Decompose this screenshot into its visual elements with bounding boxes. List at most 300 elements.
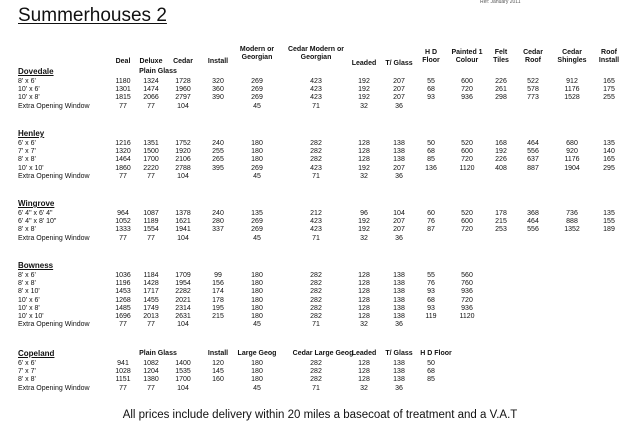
cell-cedar-modern: 71: [312, 234, 320, 242]
cell-cedar-roof: 368: [527, 210, 539, 217]
cell-shingles: 888: [566, 218, 578, 226]
cell-hd-floor: 55: [427, 272, 435, 279]
cell-deal: 77: [119, 172, 127, 180]
copeland-leaded: Leaded: [351, 350, 377, 357]
cell-deluxe: 1717: [143, 288, 159, 296]
cell-felt: 168: [495, 140, 507, 147]
cell-cedar-modern: 282: [310, 296, 322, 304]
cell-tglass: 36: [395, 172, 403, 180]
section-title: Henley: [18, 129, 45, 138]
cell-tglass: 207: [393, 226, 405, 234]
cell-painted: 720: [461, 296, 473, 304]
cell-painted: 520: [461, 140, 473, 147]
cell-felt: 226: [495, 156, 507, 164]
cell-install: 337: [212, 226, 224, 234]
cell-cedar: 1954: [175, 280, 191, 288]
cell-hd-floor: 85: [427, 376, 435, 384]
cell-deluxe: 1700: [143, 156, 159, 164]
cell-modern: 45: [253, 172, 261, 180]
cell-felt: 408: [495, 164, 507, 172]
cell-tglass: 138: [393, 272, 405, 279]
section-title: Copeland: [18, 349, 55, 358]
cell-cedar: 104: [177, 172, 189, 180]
cell-roof-install: 165: [603, 78, 615, 85]
cell-hd-floor: 50: [427, 360, 435, 367]
cell-cedar: 104: [177, 321, 189, 329]
cell-install: 265: [212, 156, 224, 164]
cell-modern: 180: [251, 140, 263, 147]
cell-painted: 600: [461, 218, 473, 226]
cell-deal: 77: [119, 321, 127, 329]
cell-tglass: 138: [393, 304, 405, 312]
cell-deal: 1333: [115, 226, 131, 234]
cell-roof-install: 165: [603, 156, 615, 164]
cell-cedar-modern: 282: [310, 313, 322, 320]
cell-shingles: 1528: [564, 94, 580, 102]
cell-install: 240: [212, 210, 224, 217]
cell-painted: 560: [461, 272, 473, 279]
header-cedar-shingles: Cedar Shingles: [557, 49, 587, 65]
row-label: Extra Opening Window: [18, 234, 90, 242]
cell-deluxe: 1500: [143, 148, 159, 156]
cell-install: 156: [212, 280, 224, 288]
cell-tglass: 138: [393, 313, 405, 320]
cell-hd-floor: 68: [427, 148, 435, 156]
cell-leaded: 192: [358, 218, 370, 226]
cell-cedar-modern: 71: [312, 102, 320, 110]
cell-painted: 720: [461, 226, 473, 234]
cell-cedar: 1709: [175, 272, 191, 279]
cell-tglass: 138: [393, 148, 405, 156]
cell-cedar: 1535: [175, 368, 191, 376]
copeland-t-glass: T/ Glass: [385, 350, 413, 357]
cell-modern: 180: [251, 296, 263, 304]
cell-install: 320: [212, 78, 224, 85]
row-label: 8' x 6': [18, 78, 36, 85]
cell-cedar-modern: 282: [310, 376, 322, 384]
cell-modern: 180: [251, 376, 263, 384]
cell-leaded: 192: [358, 78, 370, 85]
cell-deluxe: 2220: [143, 164, 159, 172]
cell-cedar-modern: 282: [310, 304, 322, 312]
cell-cedar-modern: 71: [312, 172, 320, 180]
cell-leaded: 128: [358, 376, 370, 384]
cell-hd-floor: 119: [425, 313, 437, 320]
cell-roof-install: 135: [603, 140, 615, 147]
cell-cedar-modern: 423: [310, 94, 322, 102]
cell-modern: 135: [251, 210, 263, 217]
cell-roof-install: 189: [603, 226, 615, 234]
cell-painted: 936: [461, 94, 473, 102]
cell-cedar: 1378: [175, 210, 191, 217]
cell-install: 240: [212, 140, 224, 147]
copeland-plain-glass: Plain Glass: [139, 350, 177, 357]
cell-install: 178: [212, 296, 224, 304]
cell-tglass: 36: [395, 102, 403, 110]
row-label: Extra Opening Window: [18, 321, 90, 329]
cell-install: 99: [214, 272, 222, 279]
cell-install: 120: [212, 360, 224, 367]
cell-painted: 720: [461, 156, 473, 164]
cell-modern: 269: [251, 78, 263, 85]
cell-deluxe: 1184: [143, 272, 159, 279]
cell-modern: 45: [253, 384, 261, 392]
cell-deluxe: 1082: [143, 360, 159, 367]
cell-tglass: 207: [393, 86, 405, 94]
cell-cedar: 2282: [175, 288, 191, 296]
cell-deluxe: 1351: [143, 140, 159, 147]
cell-leaded: 128: [358, 280, 370, 288]
cell-deluxe: 2066: [143, 94, 159, 102]
cell-modern: 45: [253, 321, 261, 329]
cell-deal: 1196: [115, 280, 131, 288]
cell-roof-install: 255: [603, 94, 615, 102]
cell-cedar: 104: [177, 384, 189, 392]
cell-leaded: 32: [360, 384, 368, 392]
cell-deal: 1320: [115, 148, 131, 156]
cell-shingles: 1176: [564, 86, 580, 94]
cell-modern: 180: [251, 288, 263, 296]
cell-leaded: 128: [358, 148, 370, 156]
cell-deal: 77: [119, 384, 127, 392]
cell-hd-floor: 93: [427, 288, 435, 296]
cell-cedar: 104: [177, 234, 189, 242]
cell-tglass: 207: [393, 78, 405, 85]
cell-deluxe: 1749: [143, 304, 159, 312]
cell-tglass: 138: [393, 288, 405, 296]
cell-shingles: 920: [566, 148, 578, 156]
cell-cedar-modern: 423: [310, 218, 322, 226]
cell-modern: 45: [253, 102, 261, 110]
cell-cedar: 2797: [175, 94, 191, 102]
cell-tglass: 104: [393, 210, 405, 217]
header-plain-glass: Plain Glass: [139, 68, 177, 75]
cell-modern: 180: [251, 280, 263, 288]
cell-shingles: 1352: [564, 226, 580, 234]
cell-tglass: 138: [393, 156, 405, 164]
cell-cedar-roof: 773: [527, 94, 539, 102]
cell-cedar-modern: 71: [312, 384, 320, 392]
header-hd-floor: H D Floor: [422, 49, 440, 65]
cell-modern: 45: [253, 234, 261, 242]
cell-painted: 720: [461, 86, 473, 94]
cell-painted: 760: [461, 280, 473, 288]
row-label: 8' x 8': [18, 280, 36, 288]
cell-leaded: 128: [358, 296, 370, 304]
cell-painted: 936: [461, 304, 473, 312]
cell-deluxe: 1324: [143, 78, 159, 85]
cell-tglass: 36: [395, 234, 403, 242]
cell-deal: 77: [119, 234, 127, 242]
cell-tglass: 138: [393, 280, 405, 288]
cell-tglass: 207: [393, 94, 405, 102]
cell-painted: 600: [461, 78, 473, 85]
page-title: Summerhouses 2: [18, 5, 167, 26]
cell-tglass: 138: [393, 296, 405, 304]
cell-cedar-modern: 423: [310, 164, 322, 172]
cell-leaded: 96: [360, 210, 368, 217]
footer-note: All prices include delivery within 20 miles a basecoat of treatment and a V.A.T: [122, 409, 518, 421]
row-label: Extra Opening Window: [18, 102, 90, 110]
cell-roof-install: 135: [603, 210, 615, 217]
cell-deluxe: 1380: [143, 376, 159, 384]
copeland-hd-floor: H D Floor: [420, 350, 452, 357]
cell-tglass: 36: [395, 321, 403, 329]
cell-hd-floor: 60: [427, 210, 435, 217]
cell-deluxe: 77: [147, 384, 155, 392]
cell-deal: 1815: [115, 94, 131, 102]
cell-cedar: 2631: [175, 313, 191, 320]
cell-install: 160: [212, 376, 224, 384]
cell-deal: 77: [119, 102, 127, 110]
row-label: 7' x 7': [18, 368, 36, 376]
cell-hd-floor: 93: [427, 304, 435, 312]
cell-deal: 1216: [115, 140, 131, 147]
row-label: 8' x 6': [18, 272, 36, 279]
cell-deal: 1052: [115, 218, 131, 226]
header-roof-install: Roof Install: [598, 49, 620, 65]
header-deluxe: Deluxe: [139, 58, 163, 65]
cell-cedar-roof: 556: [527, 226, 539, 234]
cell-install: 395: [212, 164, 224, 172]
cell-leaded: 192: [358, 86, 370, 94]
cell-cedar-modern: 212: [310, 210, 322, 217]
cell-tglass: 207: [393, 164, 405, 172]
cell-deal: 1028: [115, 368, 131, 376]
cell-cedar: 1728: [175, 78, 191, 85]
cell-hd-floor: 50: [427, 140, 435, 147]
cell-cedar: 2788: [175, 164, 191, 172]
section-title: Dovedale: [18, 67, 54, 76]
top-note: Ref: January 2011: [480, 0, 521, 5]
cell-modern: 180: [251, 156, 263, 164]
cell-felt: 261: [495, 86, 507, 94]
cell-deal: 1036: [115, 272, 131, 279]
cell-felt: 253: [495, 226, 507, 234]
cell-hd-floor: 76: [427, 280, 435, 288]
cell-deluxe: 1455: [143, 296, 159, 304]
cell-deal: 964: [117, 210, 129, 217]
row-label: 8' x 8': [18, 226, 36, 234]
cell-tglass: 36: [395, 384, 403, 392]
copeland-install: Install: [207, 350, 229, 357]
cell-roof-install: 140: [603, 148, 615, 156]
cell-cedar-modern: 282: [310, 272, 322, 279]
row-label: 6' 4" x 6' 4": [18, 210, 53, 217]
cell-roof-install: 175: [603, 86, 615, 94]
cell-leaded: 32: [360, 234, 368, 242]
cell-cedar-modern: 282: [310, 280, 322, 288]
cell-painted: 520: [461, 210, 473, 217]
cell-cedar: 2106: [175, 156, 191, 164]
cell-tglass: 138: [393, 140, 405, 147]
cell-cedar-modern: 423: [310, 78, 322, 85]
header-painted-1-colour: Painted 1 Colour: [451, 49, 483, 65]
cell-install: 145: [212, 368, 224, 376]
cell-cedar: 1700: [175, 376, 191, 384]
cell-hd-floor: 93: [427, 94, 435, 102]
cell-deal: 1151: [115, 376, 131, 384]
header-cedar-modern-or-georgian: Cedar Modern or Georgian: [287, 46, 344, 62]
cell-cedar: 1752: [175, 140, 191, 147]
cell-felt: 178: [495, 210, 507, 217]
copeland-large-geog: Large Geog: [237, 350, 277, 357]
cell-cedar-modern: 282: [310, 368, 322, 376]
cell-cedar-roof: 637: [527, 156, 539, 164]
cell-felt: 192: [495, 148, 507, 156]
cell-leaded: 192: [358, 164, 370, 172]
cell-leaded: 192: [358, 94, 370, 102]
cell-deluxe: 1554: [143, 226, 159, 234]
row-label: 8' x 8': [18, 376, 36, 384]
cell-cedar-roof: 556: [527, 148, 539, 156]
cell-deluxe: 77: [147, 234, 155, 242]
cell-hd-floor: 85: [427, 156, 435, 164]
header-install: Install: [207, 58, 229, 65]
cell-tglass: 138: [393, 368, 405, 376]
cell-hd-floor: 68: [427, 296, 435, 304]
cell-leaded: 128: [358, 156, 370, 164]
cell-cedar: 1400: [175, 360, 191, 367]
cell-hd-floor: 55: [427, 78, 435, 85]
header-t-glass: T/ Glass: [385, 60, 413, 67]
cell-deluxe: 1474: [143, 86, 159, 94]
cell-cedar-modern: 71: [312, 321, 320, 329]
row-label: 8' x 8': [18, 156, 36, 164]
cell-cedar: 2021: [175, 296, 191, 304]
cell-install: 280: [212, 218, 224, 226]
cell-shingles: 912: [566, 78, 578, 85]
cell-deluxe: 77: [147, 102, 155, 110]
cell-hd-floor: 76: [427, 218, 435, 226]
cell-install: 195: [212, 304, 224, 312]
cell-felt: 215: [495, 218, 507, 226]
cell-modern: 180: [251, 368, 263, 376]
cell-roof-install: 295: [603, 164, 615, 172]
cell-cedar: 1960: [175, 86, 191, 94]
header-cedar-roof: Cedar Roof: [523, 49, 543, 65]
section-title: Bowness: [18, 261, 54, 270]
header-deal: Deal: [115, 58, 131, 65]
cell-deal: 1453: [115, 288, 131, 296]
row-label: 10' x 8': [18, 304, 40, 312]
cell-cedar: 1621: [175, 218, 191, 226]
cell-cedar-modern: 282: [310, 288, 322, 296]
row-label: 10' x 10': [18, 313, 44, 320]
cell-hd-floor: 68: [427, 86, 435, 94]
cell-tglass: 138: [393, 376, 405, 384]
cell-modern: 180: [251, 313, 263, 320]
row-label: 6' 4" x 8' 10": [18, 218, 57, 226]
cell-painted: 1120: [459, 313, 475, 320]
cell-deal: 1464: [115, 156, 131, 164]
cell-deal: 1301: [115, 86, 131, 94]
cell-install: 360: [212, 86, 224, 94]
cell-felt: 226: [495, 78, 507, 85]
cell-cedar: 1941: [175, 226, 191, 234]
cell-leaded: 192: [358, 226, 370, 234]
row-label: 6' x 6': [18, 140, 36, 147]
cell-install: 215: [212, 313, 224, 320]
cell-cedar-modern: 282: [310, 148, 322, 156]
copeland-cedar-large-geog: Cedar Large Geog: [292, 350, 354, 357]
cell-modern: 269: [251, 164, 263, 172]
row-label: 10' x 6': [18, 86, 40, 94]
cell-leaded: 128: [358, 288, 370, 296]
cell-install: 390: [212, 94, 224, 102]
cell-modern: 269: [251, 226, 263, 234]
cell-deluxe: 2013: [143, 313, 159, 320]
cell-tglass: 138: [393, 360, 405, 367]
cell-cedar-modern: 282: [310, 140, 322, 147]
cell-cedar: 104: [177, 102, 189, 110]
cell-shingles: 680: [566, 140, 578, 147]
cell-leaded: 32: [360, 321, 368, 329]
cell-deluxe: 1204: [143, 368, 159, 376]
cell-install: 255: [212, 148, 224, 156]
cell-deal: 1860: [115, 164, 131, 172]
cell-cedar-modern: 423: [310, 86, 322, 94]
cell-deal: 1180: [115, 78, 131, 85]
cell-cedar-roof: 578: [527, 86, 539, 94]
cell-modern: 269: [251, 86, 263, 94]
cell-leaded: 32: [360, 172, 368, 180]
cell-painted: 600: [461, 148, 473, 156]
cell-cedar-modern: 282: [310, 360, 322, 367]
row-label: Extra Opening Window: [18, 384, 90, 392]
cell-felt: 298: [495, 94, 507, 102]
header-cedar: Cedar: [173, 58, 193, 65]
cell-leaded: 128: [358, 368, 370, 376]
cell-painted: 936: [461, 288, 473, 296]
cell-modern: 180: [251, 272, 263, 279]
cell-shingles: 736: [566, 210, 578, 217]
cell-install: 174: [212, 288, 224, 296]
cell-leaded: 128: [358, 313, 370, 320]
cell-cedar-roof: 887: [527, 164, 539, 172]
cell-modern: 269: [251, 94, 263, 102]
cell-hd-floor: 136: [425, 164, 437, 172]
row-label: Extra Opening Window: [18, 172, 90, 180]
cell-cedar-roof: 464: [527, 218, 539, 226]
cell-deal: 1485: [115, 304, 131, 312]
cell-cedar-roof: 522: [527, 78, 539, 85]
cell-modern: 180: [251, 360, 263, 367]
cell-deluxe: 1087: [143, 210, 159, 217]
header-felt-tiles: Felt Tiles: [493, 49, 509, 65]
row-label: 6' x 6': [18, 360, 36, 367]
cell-deluxe: 77: [147, 321, 155, 329]
row-label: 10' x 8': [18, 94, 40, 102]
cell-modern: 269: [251, 218, 263, 226]
cell-hd-floor: 87: [427, 226, 435, 234]
cell-cedar-roof: 464: [527, 140, 539, 147]
cell-deal: 1268: [115, 296, 131, 304]
cell-painted: 1120: [459, 164, 475, 172]
cell-shingles: 1904: [564, 164, 580, 172]
cell-leaded: 128: [358, 304, 370, 312]
header-leaded: Leaded: [351, 60, 377, 67]
row-label: 10' x 6': [18, 296, 40, 304]
cell-modern: 180: [251, 148, 263, 156]
cell-cedar: 2314: [175, 304, 191, 312]
cell-deal: 1696: [115, 313, 131, 320]
cell-deluxe: 1428: [143, 280, 159, 288]
cell-cedar-modern: 282: [310, 156, 322, 164]
cell-deluxe: 1189: [143, 218, 159, 226]
cell-hd-floor: 68: [427, 368, 435, 376]
row-label: 8' x 10': [18, 288, 40, 296]
